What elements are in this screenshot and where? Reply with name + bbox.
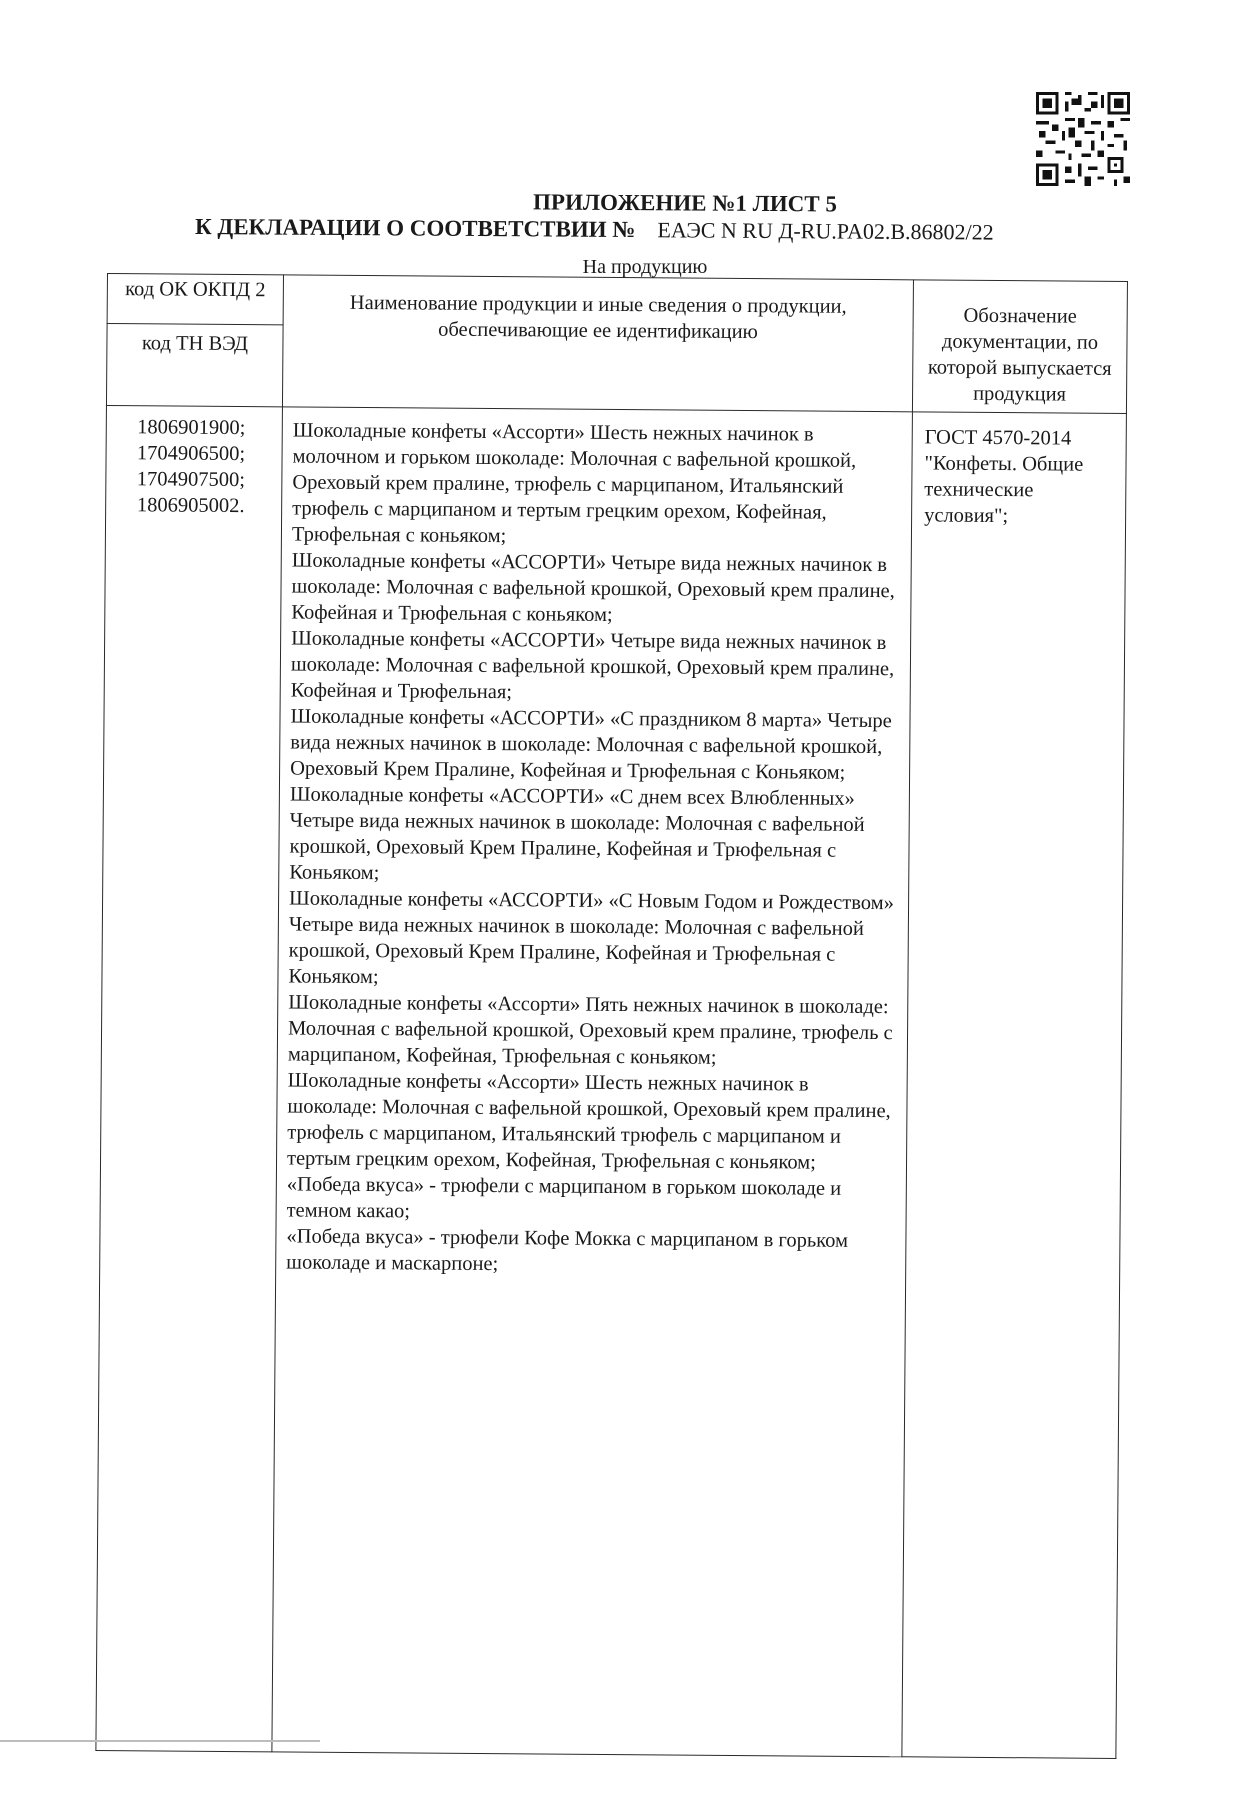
tnved-code: 1806905002. (136, 494, 245, 518)
tnved-code: 1704907500; (136, 468, 246, 492)
products-table (95, 273, 1128, 1759)
table-row (96, 405, 1127, 1758)
header-product-name: Наименование продукции и иные сведения о продукции, обеспечивающие ее идентификацию (282, 275, 913, 412)
declaration-title (195, 214, 994, 246)
tnved-codes-cell (96, 405, 283, 1751)
products-table-wrap (95, 273, 1127, 1813)
product-item: Шоколадные конфеты «АССОРТИ» Четыре вида нежных начинок в шоколаде: Молочная с вафельной крошкой, Ореховый крем пралине, Кофейная и Трюфельная с коньяком; (291, 549, 895, 626)
product-item: Шоколадные конфеты «Ассорти» Шесть нежных начинок в шоколаде: Молочная с вафельной крошкой, Ореховый крем пралине, трюфель с марципаном, Итальянский трюфель с марципаном и тертым грецким орехом, Кофейная, Трюфельная с коньяком; (286, 1069, 891, 1174)
tnved-code: 1704906500; (136, 442, 246, 466)
scan-edge-line (0, 1740, 320, 1742)
header-tnved-code: код ТН ВЭД (106, 324, 283, 407)
tnved-code: 1806901900; (137, 416, 246, 440)
product-item: Шоколадные конфеты «АССОРТИ» Четыре вида нежных начинок в шоколаде: Молочная с вафельной крошкой, Ореховый крем пралине, Кофейная и Трюфельная; (290, 627, 895, 704)
product-item: «Победа вкуса» - трюфели с марципаном в горьком шоколаде и темном какао; (286, 1173, 842, 1223)
qr-code-icon (1036, 92, 1130, 186)
header-okpd-code: код ОК ОКПД 2 (107, 274, 283, 325)
product-item: Шоколадные конфеты «АССОРТИ» «С днем всех Влюбленных» Четыре вида нежных начинок в шоколаде: Молочная с вафельной крошкой, Ореховый Крем Пралине, Кофейная и Трюфельная с Коньяком; (289, 783, 865, 885)
product-description-cell (272, 407, 913, 1757)
product-item: «Победа вкуса» - трюфели Кофе Мокка с марципаном в горьком шоколаде и маскарпоне; (286, 1225, 849, 1276)
documentation-cell: ГОСТ 4570-2014 "Конфеты. Общие технические условия"; (902, 412, 1127, 1759)
header-documentation: Обозначение документации, по которой выпускается продукция (912, 280, 1127, 414)
product-item: Шоколадные конфеты «АССОРТИ» «С Новым Годом и Рождеством» Четыре вида нежных начинок в шоколаде: Молочная с вафельной крошкой, Ореховый Крем Пралине, Кофейная и Трюфельная с Коньяком; (288, 887, 895, 989)
declaration-prefix: К ДЕКЛАРАЦИИ О СООТВЕТСТВИИ № (194, 214, 636, 243)
declaration-number: ЕАЭС N RU Д-RU.PA02.B.86802/22 (657, 217, 994, 245)
appendix-title: ПРИЛОЖЕНИЕ №1 ЛИСТ 5 (532, 189, 838, 217)
product-item: Шоколадные конфеты «Ассорти» Пять нежных начинок в шоколаде: Молочная с вафельной крошкой, Ореховый крем пралине, трюфель с марципаном, Кофейная, Трюфельная с коньяком; (287, 991, 893, 1069)
product-item: Шоколадные конфеты «Ассорти» Шесть нежных начинок в молочном и горьком шоколаде: Молочная с вафельной крошкой, Ореховый крем пралине, трюфель с марципаном, Итальянский трюфель с марципаном и тертым грецким орехом, Кофейная, Трюфельная с коньяком; (291, 419, 857, 548)
subtitle: На продукцию (582, 256, 708, 278)
product-item: Шоколадные конфеты «АССОРТИ» «С праздником 8 марта» Четыре вида нежных начинок в шоколаде: Молочная с вафельной крошкой, Ореховый Крем Пралине, Кофейная и Трюфельная с Коньяком; (290, 705, 892, 784)
